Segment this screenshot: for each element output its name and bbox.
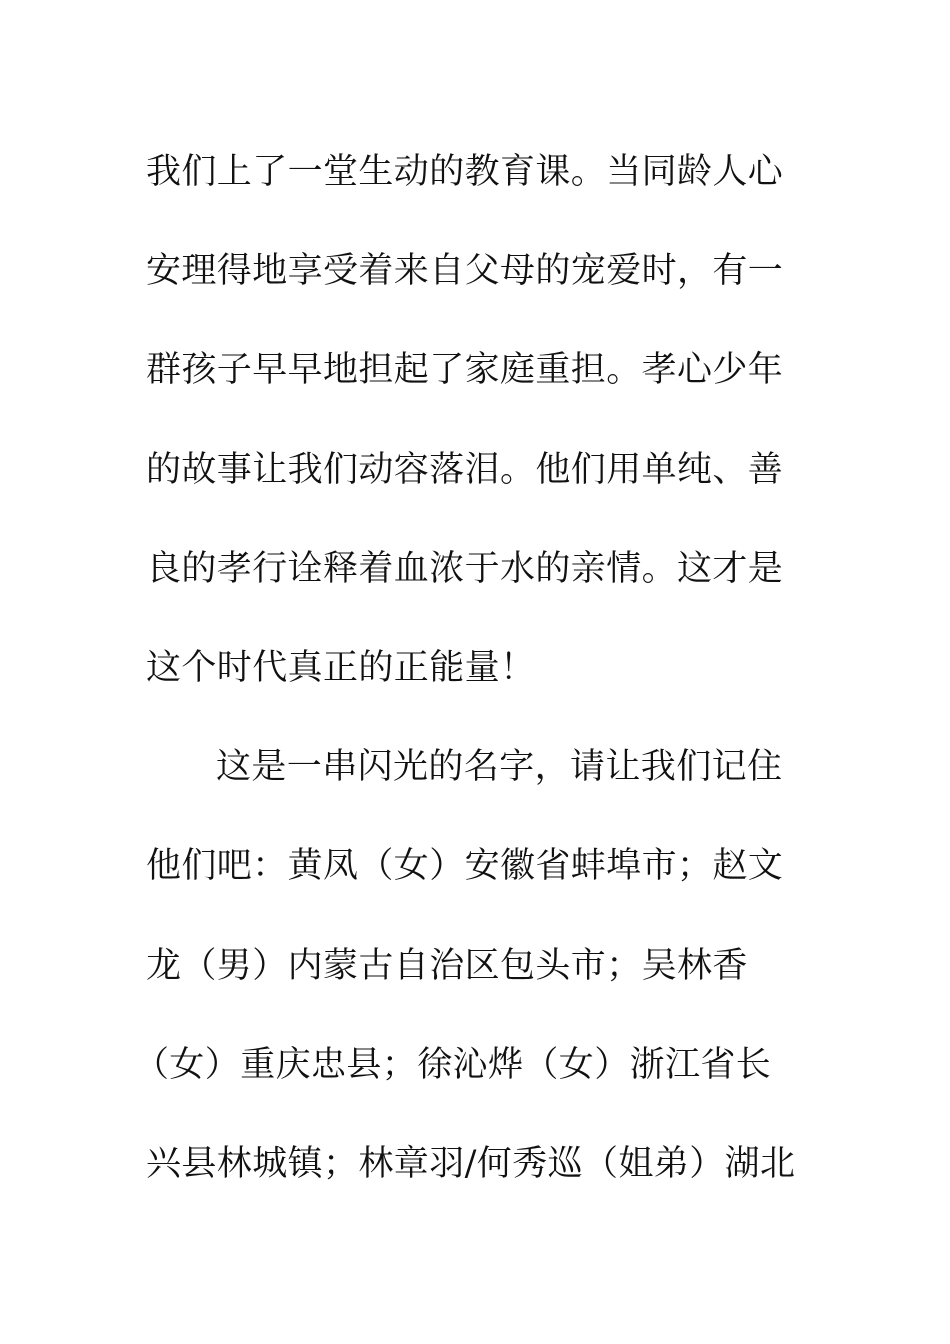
text-line: 良的孝行诠释着血浓于水的亲情。这才是: [146, 548, 784, 589]
paragraph-start-line: 这是一串闪光的名字，请让我们记住: [216, 747, 783, 788]
text-line: 龙（男）内蒙古自治区包头市；吴林香: [146, 945, 748, 986]
text-line: 我们上了一堂生动的教育课。当同龄人心: [146, 152, 784, 192]
text-line: 群孩子早早地担起了家庭重担。孝心少年: [146, 350, 784, 391]
text-line: 的故事让我们动容落泪。他们用单纯、善: [146, 449, 784, 490]
text-line: 他们吧：黄凤（女）安徽省蚌埠市；赵文: [146, 846, 784, 887]
text-line: 兴县林城镇；林章羽/何秀巡（姐弟）湖北: [146, 1143, 796, 1184]
body-text: [134, 123, 806, 1214]
text-line: （女）重庆忠县；徐沁烨（女）浙江省长: [134, 1044, 772, 1085]
text-line: 安理得地享受着来自父母的宠爱时，有一: [146, 251, 784, 292]
text-line: 这个时代真正的正能量！: [146, 647, 536, 688]
